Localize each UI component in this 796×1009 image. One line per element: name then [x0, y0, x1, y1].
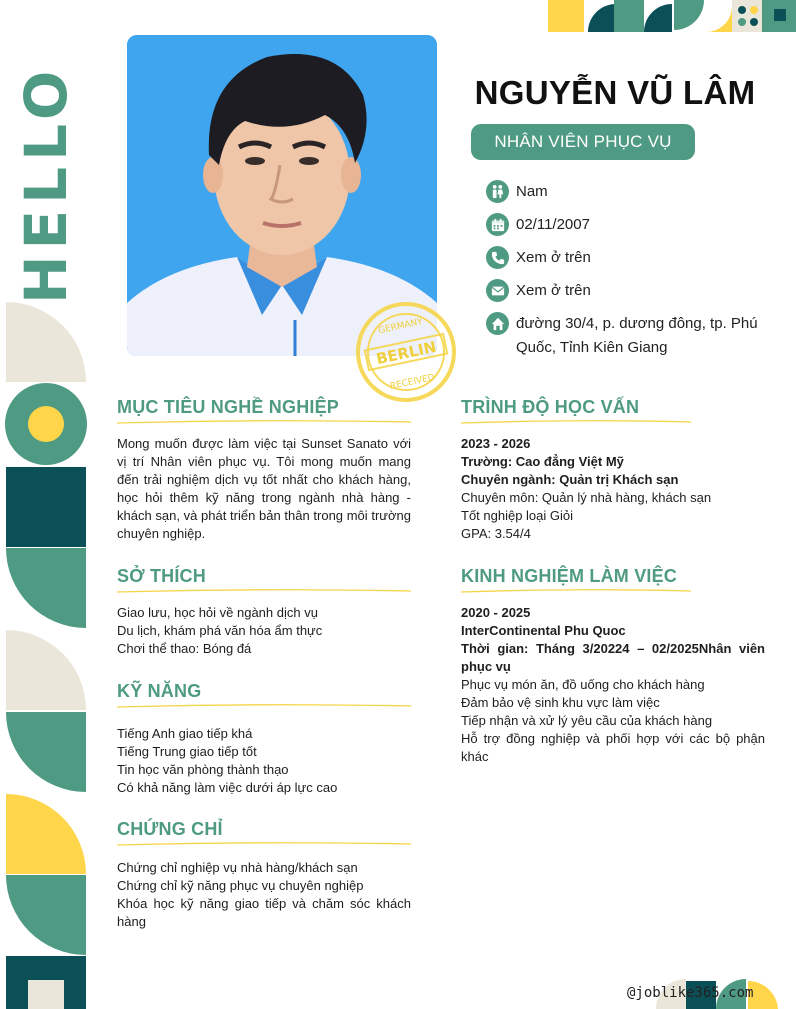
contact-address — [486, 312, 776, 360]
experience-period: 2020 - 2025 — [461, 605, 531, 620]
left-decor-strip — [0, 0, 88, 1009]
hobbies-section — [117, 565, 411, 658]
education-section — [461, 396, 765, 543]
hobby-item: Du lịch, khám phá văn hóa ẩm thực — [117, 623, 323, 638]
skills-section — [117, 680, 411, 797]
skill-item: Tin học văn phòng thành thạo — [117, 762, 289, 777]
contact-phone — [486, 246, 776, 270]
education-title: TRÌNH ĐỘ HỌC VẤN — [461, 397, 640, 417]
title-underline — [117, 703, 411, 709]
experience-company: InterContinental Phu Quoc — [461, 623, 626, 638]
certificates-section — [117, 818, 411, 931]
job-title-badge: NHÂN VIÊN PHỤC VỤ — [471, 124, 695, 160]
title-underline — [117, 588, 411, 594]
stamp-top-text: GERMANY — [377, 316, 424, 337]
contact-gender-text: Nam — [516, 183, 548, 200]
stamp-bottom-text: RECEIVED — [389, 372, 436, 392]
certificates-title: CHỨNG CHỈ — [117, 819, 223, 839]
experience-detail: Hỗ trợ đồng nghiệp và phối hợp với các bộ phận khác — [461, 731, 765, 764]
hobbies-title: SỞ THÍCH — [117, 566, 206, 586]
experience-detail: Đảm bảo vệ sinh khu vực làm việc — [461, 695, 660, 710]
skills-title: KỸ NĂNG — [117, 681, 202, 701]
certificate-item: Khóa học kỹ năng giao tiếp và chăm sóc khách hàng — [117, 896, 411, 929]
gender-icon — [486, 180, 509, 203]
phone-icon — [486, 246, 509, 269]
home-icon — [486, 312, 509, 335]
experience-detail: Tiếp nhận và xử lý yêu cầu của khách hàng — [461, 713, 713, 728]
objective-text: Mong muốn được làm việc tại Sunset Sanato với vị trí Nhân viên phục vụ. Tôi mong muốn mang đến trải nghiệm dịch vụ tốt nhất cho khách hàng, học hỏi thêm kỹ năng trong ngành nhà hàng - khách sạn, và phát triển bản thân trong môi trường chuyên nghiệp. — [117, 436, 411, 541]
contact-phone-text: Xem ở trên — [516, 249, 591, 266]
candidate-name: NGUYỄN VŨ LÂM — [474, 74, 756, 111]
education-detail: Tốt nghiệp loại Giỏi — [461, 508, 574, 523]
education-detail: Chuyên môn: Quản lý nhà hàng, khách sạn — [461, 490, 712, 505]
skill-item: Có khả năng làm việc dưới áp lực cao — [117, 780, 338, 795]
berlin-stamp-icon — [354, 300, 458, 404]
title-underline — [117, 841, 411, 847]
experience-section — [461, 565, 765, 766]
experience-title: KINH NGHIỆM LÀM VIỆC — [461, 566, 678, 586]
contact-list — [486, 180, 776, 369]
calendar-icon — [486, 213, 509, 236]
contact-gender — [486, 180, 776, 204]
contact-email-text: Xem ở trên — [516, 282, 591, 299]
contact-birthday — [486, 213, 776, 237]
experience-position: Thời gian: Tháng 3/20224 – 02/2025Nhân viên phục vụ — [461, 641, 765, 674]
education-major: Chuyên ngành: Quản trị Khách sạn — [461, 472, 679, 487]
education-detail: GPA: 3.54/4 — [461, 526, 531, 541]
contact-email — [486, 279, 776, 303]
education-period: 2023 - 2026 — [461, 436, 531, 451]
contact-birthday-text: 02/11/2007 — [516, 216, 590, 233]
title-underline — [117, 419, 411, 425]
certificate-item: Chứng chỉ kỹ năng phục vụ chuyên nghiệp — [117, 878, 364, 893]
experience-detail: Phục vụ món ăn, đồ uống cho khách hàng — [461, 677, 705, 692]
objective-section — [117, 396, 411, 543]
top-right-decor — [548, 0, 796, 32]
skill-item: Tiếng Trung giao tiếp tốt — [117, 744, 257, 759]
footer-watermark: @joblike365.com — [627, 985, 754, 1001]
contact-address-text: đường 30/4, p. dương đông, tp. Phú Quốc, Tỉnh Kiên Giang — [516, 315, 758, 356]
objective-title: MỤC TIÊU NGHỀ NGHIỆP — [117, 397, 340, 417]
hello-decor-text: HELLO — [12, 64, 80, 304]
hobby-item: Chơi thể thao: Bóng đá — [117, 641, 252, 656]
title-underline — [461, 419, 691, 425]
title-underline — [461, 588, 691, 594]
hobby-item: Giao lưu, học hỏi về ngành dịch vụ — [117, 605, 318, 620]
mail-icon — [486, 279, 509, 302]
certificate-item: Chứng chỉ nghiệp vụ nhà hàng/khách sạn — [117, 860, 358, 875]
skill-item: Tiếng Anh giao tiếp khá — [117, 726, 253, 741]
education-school: Trường: Cao đẳng Việt Mỹ — [461, 454, 624, 469]
stamp-middle-text: BERLIN — [374, 337, 438, 369]
